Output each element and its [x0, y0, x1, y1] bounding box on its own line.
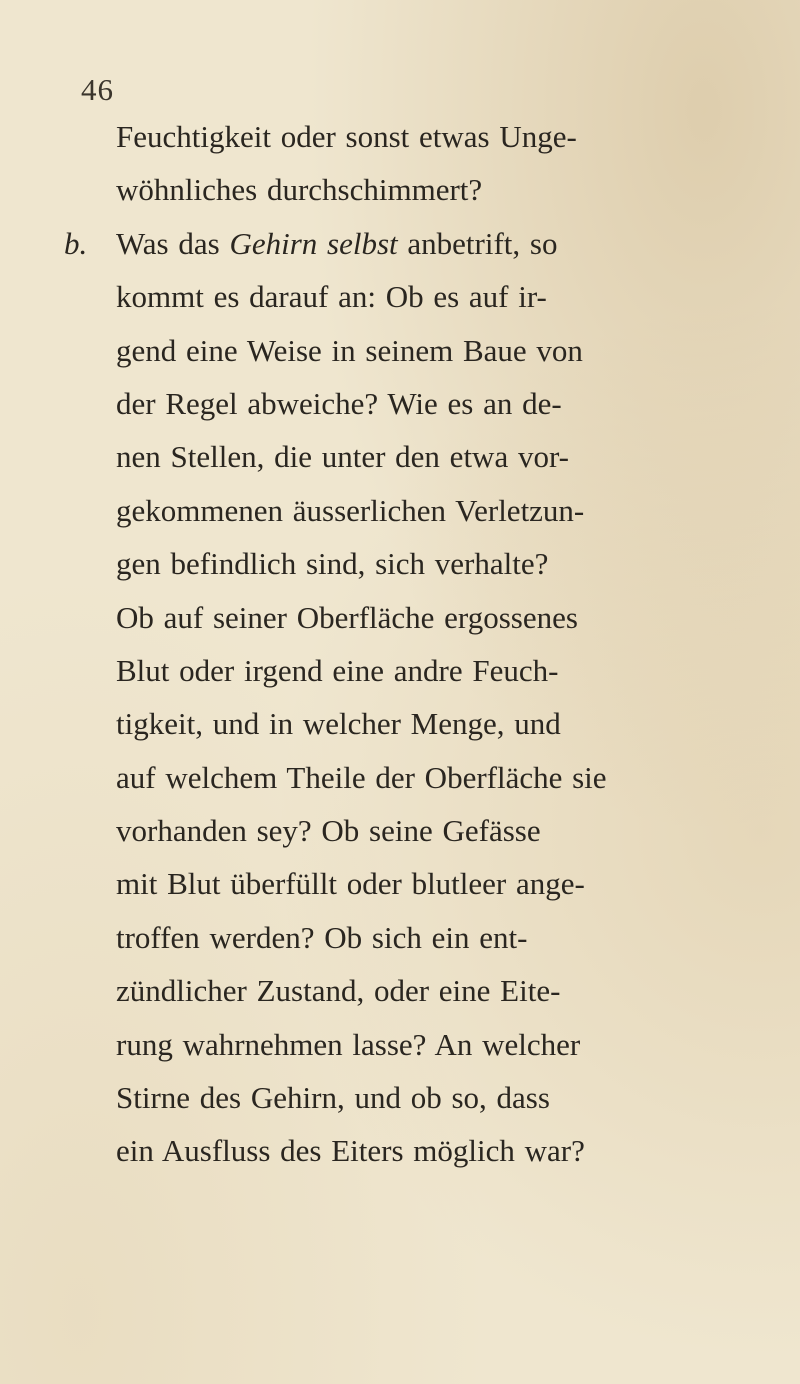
text-line: gekommenen äusserlichen Verletzun-	[116, 492, 585, 528]
text-segment: anbetrift, so	[397, 225, 558, 261]
list-marker: b.	[64, 225, 88, 261]
text-line: ein Ausfluss des Eiters möglich war?	[116, 1133, 585, 1169]
text-line: zündlicher Zustand, oder eine Eite-	[116, 973, 561, 1009]
text-line: Ob auf seiner Oberfläche ergossenes	[116, 599, 578, 635]
text-line: rung wahrnehmen lasse? An welcher	[116, 1026, 581, 1062]
text-line: mit Blut überfüllt oder blutleer ange-	[116, 866, 585, 902]
text-line: wöhnliches durchschimmert?	[116, 172, 483, 208]
text-line: Feuchtigkeit oder sonst etwas Unge-	[116, 119, 577, 154]
text-segment: Was das	[116, 225, 230, 261]
text-line-item-b	[64, 217, 744, 270]
text-line: troffen werden? Ob sich ein ent-	[116, 919, 528, 955]
text-line: vorhanden sey? Ob seine Gefässe	[116, 813, 541, 849]
text-line: Blut oder irgend eine andre Feuch-	[116, 652, 559, 688]
text-line: kommt es darauf an: Ob es auf ir-	[116, 279, 547, 315]
text-line: tigkeit, und in welcher Menge, und	[116, 706, 561, 742]
text-line: auf welchem Theile der Oberfläche sie	[116, 759, 607, 795]
italic-term: Gehirn selbst	[229, 225, 398, 261]
text-line: der Regel abweiche? Wie es an de-	[116, 385, 562, 421]
text-line: gend eine Weise in seinem Baue von	[116, 332, 583, 368]
page-number: 46	[81, 72, 114, 107]
text-block	[64, 110, 744, 1178]
text-line: Stirne des Gehirn, und ob so, dass	[116, 1080, 550, 1116]
text-line: nen Stellen, die unter den etwa vor-	[116, 439, 569, 475]
text-line: gen befindlich sind, sich verhalte?	[116, 546, 549, 582]
